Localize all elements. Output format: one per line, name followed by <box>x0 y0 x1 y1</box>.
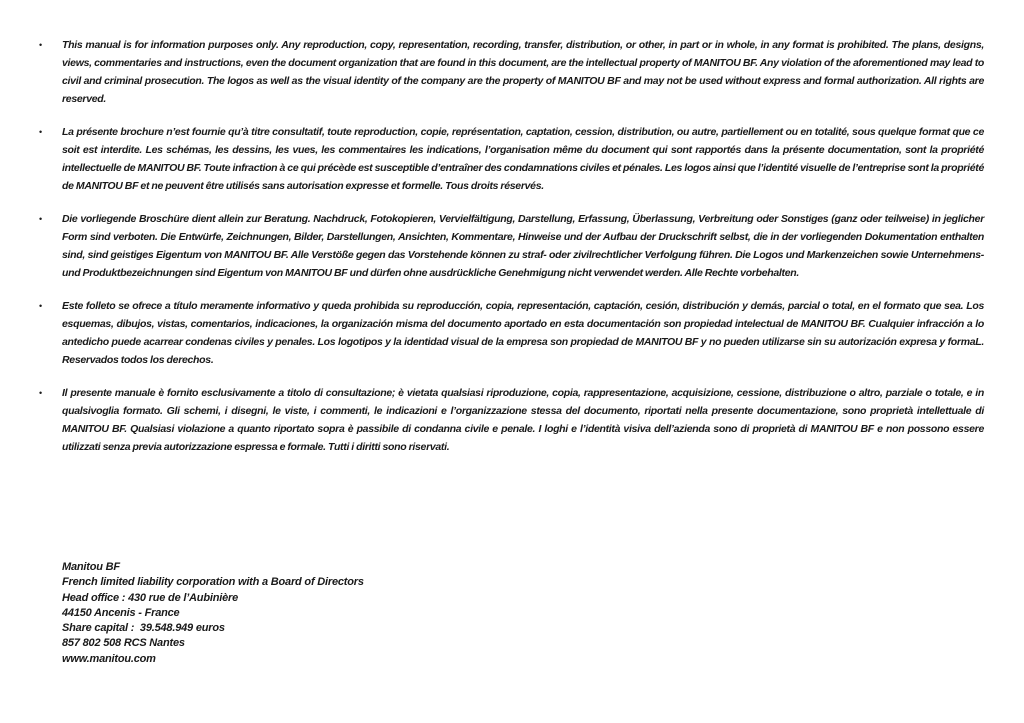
disclaimer-text-english: This manual is for information purposes only. Any reproduction, copy, representation, recording, transfer, distribution, or other, in part or in whole, in any format is prohibited. The plans, designs, views, commentaries and instructions, even the document organization that are found in this document, are the intellectual property of MANITOU BF. Any violation of the aforementioned may lead to civil and criminal prosecution. The logos as well as the visual identity of the company are the property of MANITOU BF and may not be used without express and formal authorization. All rights are reserved. <box>62 39 984 105</box>
disclaimer-paragraph-french <box>39 123 984 195</box>
disclaimer-paragraph-spanish <box>39 297 984 369</box>
company-legal-form: French limited liability corporation with a Board of Directors <box>62 576 364 589</box>
company-info-block <box>62 560 364 667</box>
bullet-marker: • <box>39 127 43 137</box>
company-head-office: Head office : 430 rue de l’Aubinière <box>62 591 238 604</box>
disclaimer-text-french: La présente brochure n’est fournie qu’à titre consultatif, toute reproduction, copie, représentation, captation, cession, distribution, ou autre, partiellement ou en totalité, sous quelque format que ce soit est interdite. Les schémas, les dessins, les vues, les commentaires les indications, l’organisation même du document qui sont rapportés dans la présente documentation, sont la propriété intellectuelle de MANITOU BF. Toute infraction à ce qui précède est susceptible d’entraîner des condamnations civiles et pénales. Les logos ainsi que l’identité visuelle de l’entreprise sont la propriété de MANITOU BF et ne peuvent être utilisés sans autorisation expresse et formelle. Tous droits réservés. <box>62 126 984 192</box>
company-website-url: www.manitou.com <box>62 652 156 665</box>
bullet-marker: • <box>39 214 43 224</box>
disclaimer-text-spanish: Este folleto se ofrece a título meramente informativo y queda prohibida su reproducción, copia, representación, captación, cesión, distribución y demás, parcial o total, en el formato que sea. Los esquemas, dibujos, vistas, comentarios, indicaciones, la organización misma del documento aportado en esta documentación son propiedad intelectual de MANITOU BF. Cualquier infracción a lo antedicho puede acarrear condenas civiles y penales. Los logotipos y la identidad visual de la empresa son propiedad de MANITOU BF y no pueden utilizarse sin su autorización expresa y formaL. Reservados todos los derechos. <box>62 300 984 366</box>
disclaimer-list <box>39 36 984 471</box>
bullet-marker: • <box>39 40 43 50</box>
disclaimer-text-italian: Il presente manuale è fornito esclusivamente a titolo di consultazione; è vietata qualsiasi riproduzione, copia, rappresentazione, acquisizione, cessione, distribuzione o altro, parziale o totale, e in qualsivoglia formato. Gli schemi, i disegni, le viste, i commenti, le indicazioni e l’organizzazione stessa del documento, riportati nella presente documentazione, sono proprietà intellettuale di MANITOU BF. Qualsiasi violazione a quanto riportato sopra è passibile di condanna civile e penale. I loghi e l’identità visiva dell’azienda sono di proprietà di MANITOU BF e non possono essere utilizzati senza previa autorizzazione espressa e formale. Tutti i diritti sono riservati. <box>62 387 984 453</box>
bullet-marker: • <box>39 301 43 311</box>
company-name: Manitou BF <box>62 561 120 573</box>
company-city-country: 44150 Ancenis - France <box>62 606 180 619</box>
disclaimer-text-german: Die vorliegende Broschüre dient allein zur Beratung. Nachdruck, Fotokopieren, Vervielfältigung, Darstellung, Erfassung, Überlassung, Verbreitung oder Sonstiges (ganz oder teilweise) in jeglicher Form sind verboten. Die Entwürfe, Zeichnungen, Bilder, Darstellungen, Ansichten, Kommentare, Hinweise und der Aufbau der Druckschrift selbst, die in der vorliegenden Dokumentation enthalten sind, sind geistiges Eigentum von MANITOU BF. Alle Verstöße gegen das Vorstehende können zu straf- oder zivilrechtlicher Verfolgung führen. Die Logos und Markenzeichen sowie Unternehmens- und Produktbezeichnungen sind Eigentum von MANITOU BF und dürfen ohne ausdrückliche Genehmigung nicht verwendet werden. Alle Rechte vorbehalten. <box>62 213 984 279</box>
company-share-capital: Share capital : 39.548.949 euros <box>62 622 225 635</box>
disclaimer-paragraph-german <box>39 210 984 282</box>
disclaimer-paragraph-italian <box>39 384 984 456</box>
company-registration: 857 802 508 RCS Nantes <box>62 637 185 650</box>
disclaimer-paragraph-english <box>39 36 984 108</box>
bullet-marker: • <box>39 388 43 398</box>
